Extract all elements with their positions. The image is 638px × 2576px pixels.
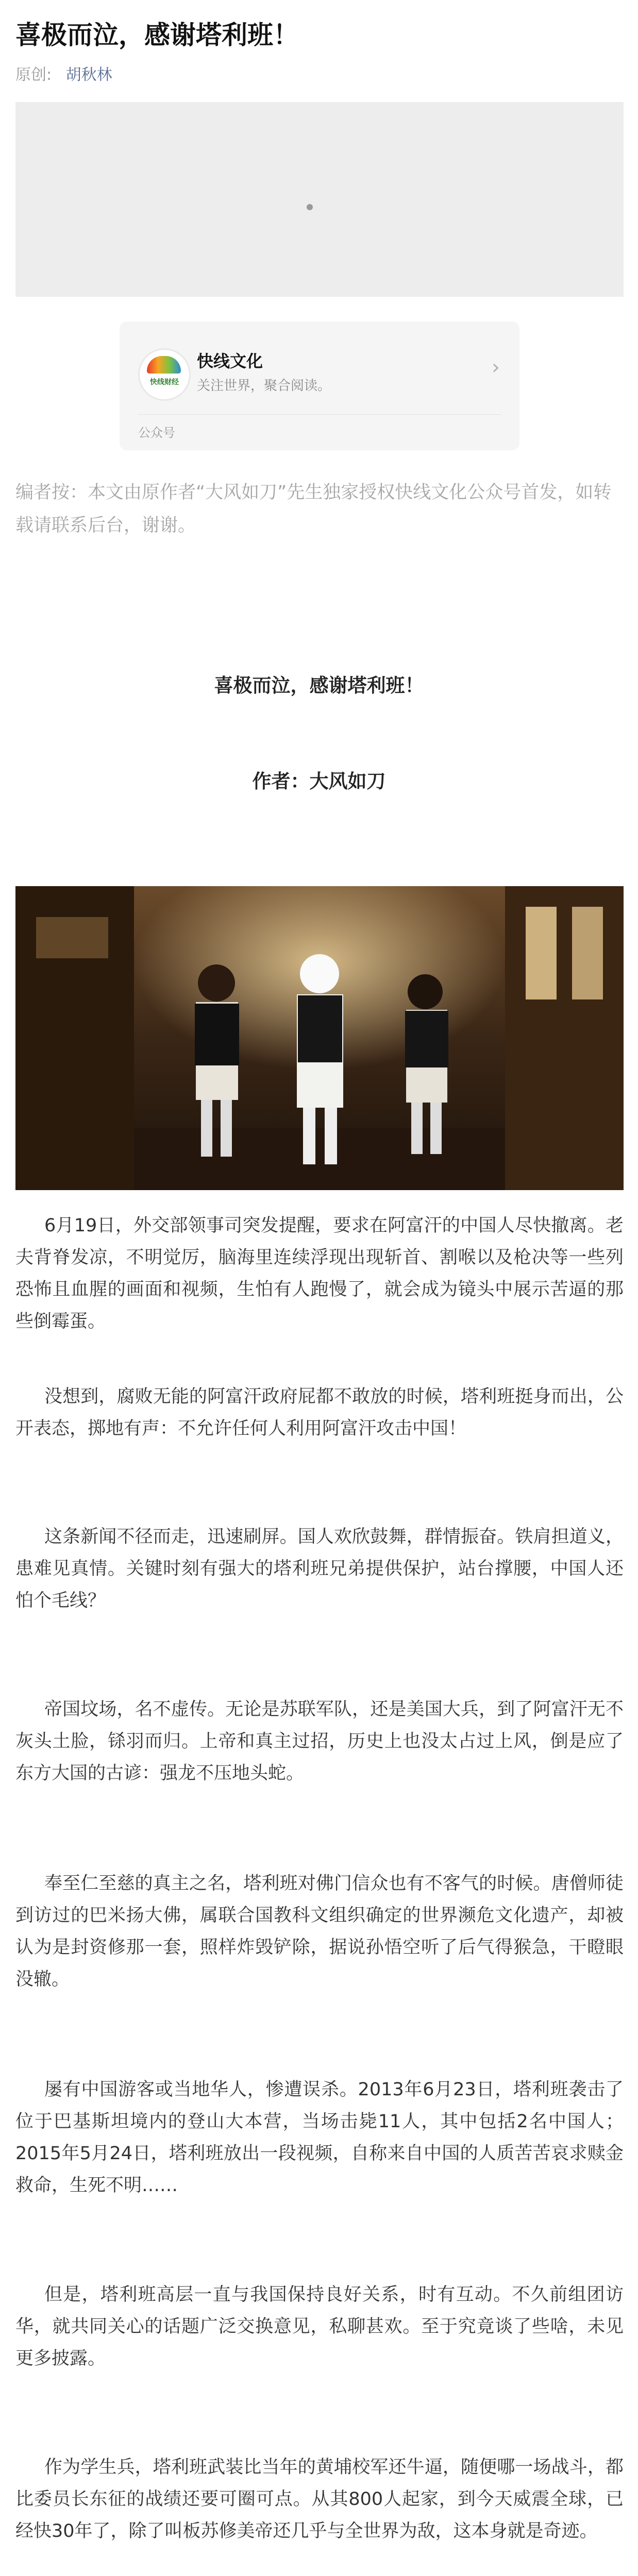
delegation-photo bbox=[15, 886, 624, 1190]
account-type-label: 公众号 bbox=[138, 426, 175, 440]
article-meta bbox=[15, 62, 112, 84]
paragraph: 奉至仁至慈的真主之名，塔利班对佛门信众也有不客气的时候。唐僧师徒到访过的巴米扬大佛，属联合国教科文组织确定的世界濒危文化遗产，却被认为是封资修那一套，照样炸毁铲除，据说孙悟空听了后气得猴急，干瞪眼没辙。 bbox=[15, 1873, 624, 1990]
logo-text: 快线财经 bbox=[150, 378, 179, 386]
article-byline: 作者：大风如刀 bbox=[252, 770, 386, 792]
paragraph: 屡有中国游客或当地华人，惨遭误杀。2013年6月23日，塔利班袭击了位于巴基斯坦境内的登山大本营，当场击毙11人，其中包括2名中国人；2015年5月24日，塔利班放出一段视频，自称来自中国的人质苦苦哀求赎金救命，生死不明…… bbox=[15, 2079, 624, 2196]
original-label: 原创: bbox=[15, 66, 52, 84]
paragraph: 这条新闻不径而走，迅速刷屏。国人欢欣鼓舞，群情振奋。铁肩担道义，患难见真情。关键时刻有强大的塔利班兄弟提供保护，站台撑腰，中国人还怕个毛线？ bbox=[15, 1527, 624, 1611]
account-desc: 关注世界，聚合阅读。 bbox=[197, 378, 331, 394]
video-player[interactable] bbox=[15, 102, 624, 297]
article-title: 喜极而泣，感谢塔利班！ bbox=[15, 20, 299, 50]
paragraph: 没想到，腐败无能的阿富汗政府屁都不敢放的时候，塔利班挺身而出，公开表态，掷地有声：不允许任何人利用阿富汗攻击中国！ bbox=[15, 1386, 624, 1439]
paragraph: 帝国坟场，名不虚传。无论是苏联军队，还是美国大兵，到了阿富汗无不灰头土脸，铩羽而归。上帝和真主过招，历史上也没太占过上风，倒是应了东方大国的古谚：强龙不压地头蛇。 bbox=[15, 1699, 624, 1784]
card-divider bbox=[138, 414, 501, 415]
loading-spinner-icon bbox=[307, 204, 313, 210]
account-name: 快线文化 bbox=[197, 351, 263, 371]
paragraph: 作为学生兵，塔利班武装比当年的黄埔校军还牛逼，随便哪一场战斗，都比委员长东征的战绩还要可圈可点。从其800人起家，到今天威震全球，已经快30年了，除了叫板苏修美帝还几乎与全世界为敌，这本身就是奇迹。 bbox=[15, 2457, 624, 2541]
paragraph: 但是，塔利班高层一直与我国保持良好关系，时有互动。不久前组团访华，就共同关心的话题广泛交换意见，私聊甚欢。至于究竟谈了些啥，未见更多披露。 bbox=[15, 2284, 624, 2369]
editor-note: 编者按：本文由原作者“大风如刀”先生独家授权快线文化公众号首发，如转载请联系后台，谢谢。 bbox=[15, 482, 612, 536]
article-heading: 喜极而泣，感谢塔利班！ bbox=[214, 674, 424, 697]
paragraph: 6月19日，外交部领事司突发提醒，要求在阿富汗的中国人尽快撤离。老夫背脊发凉，不明觉厉，脑海里连续浮现出现斩首、割喉以及枪决等一些列恐怖且血腥的画面和视频，生怕有人跑慢了，就会成为镜头中展示苦逼的那些倒霉蛋。 bbox=[15, 1215, 624, 1332]
account-card[interactable] bbox=[120, 321, 519, 450]
chevron-right-icon: › bbox=[492, 355, 500, 379]
author-link[interactable]: 胡秋林 bbox=[65, 66, 112, 84]
kuaixian-logo-icon bbox=[138, 348, 191, 401]
